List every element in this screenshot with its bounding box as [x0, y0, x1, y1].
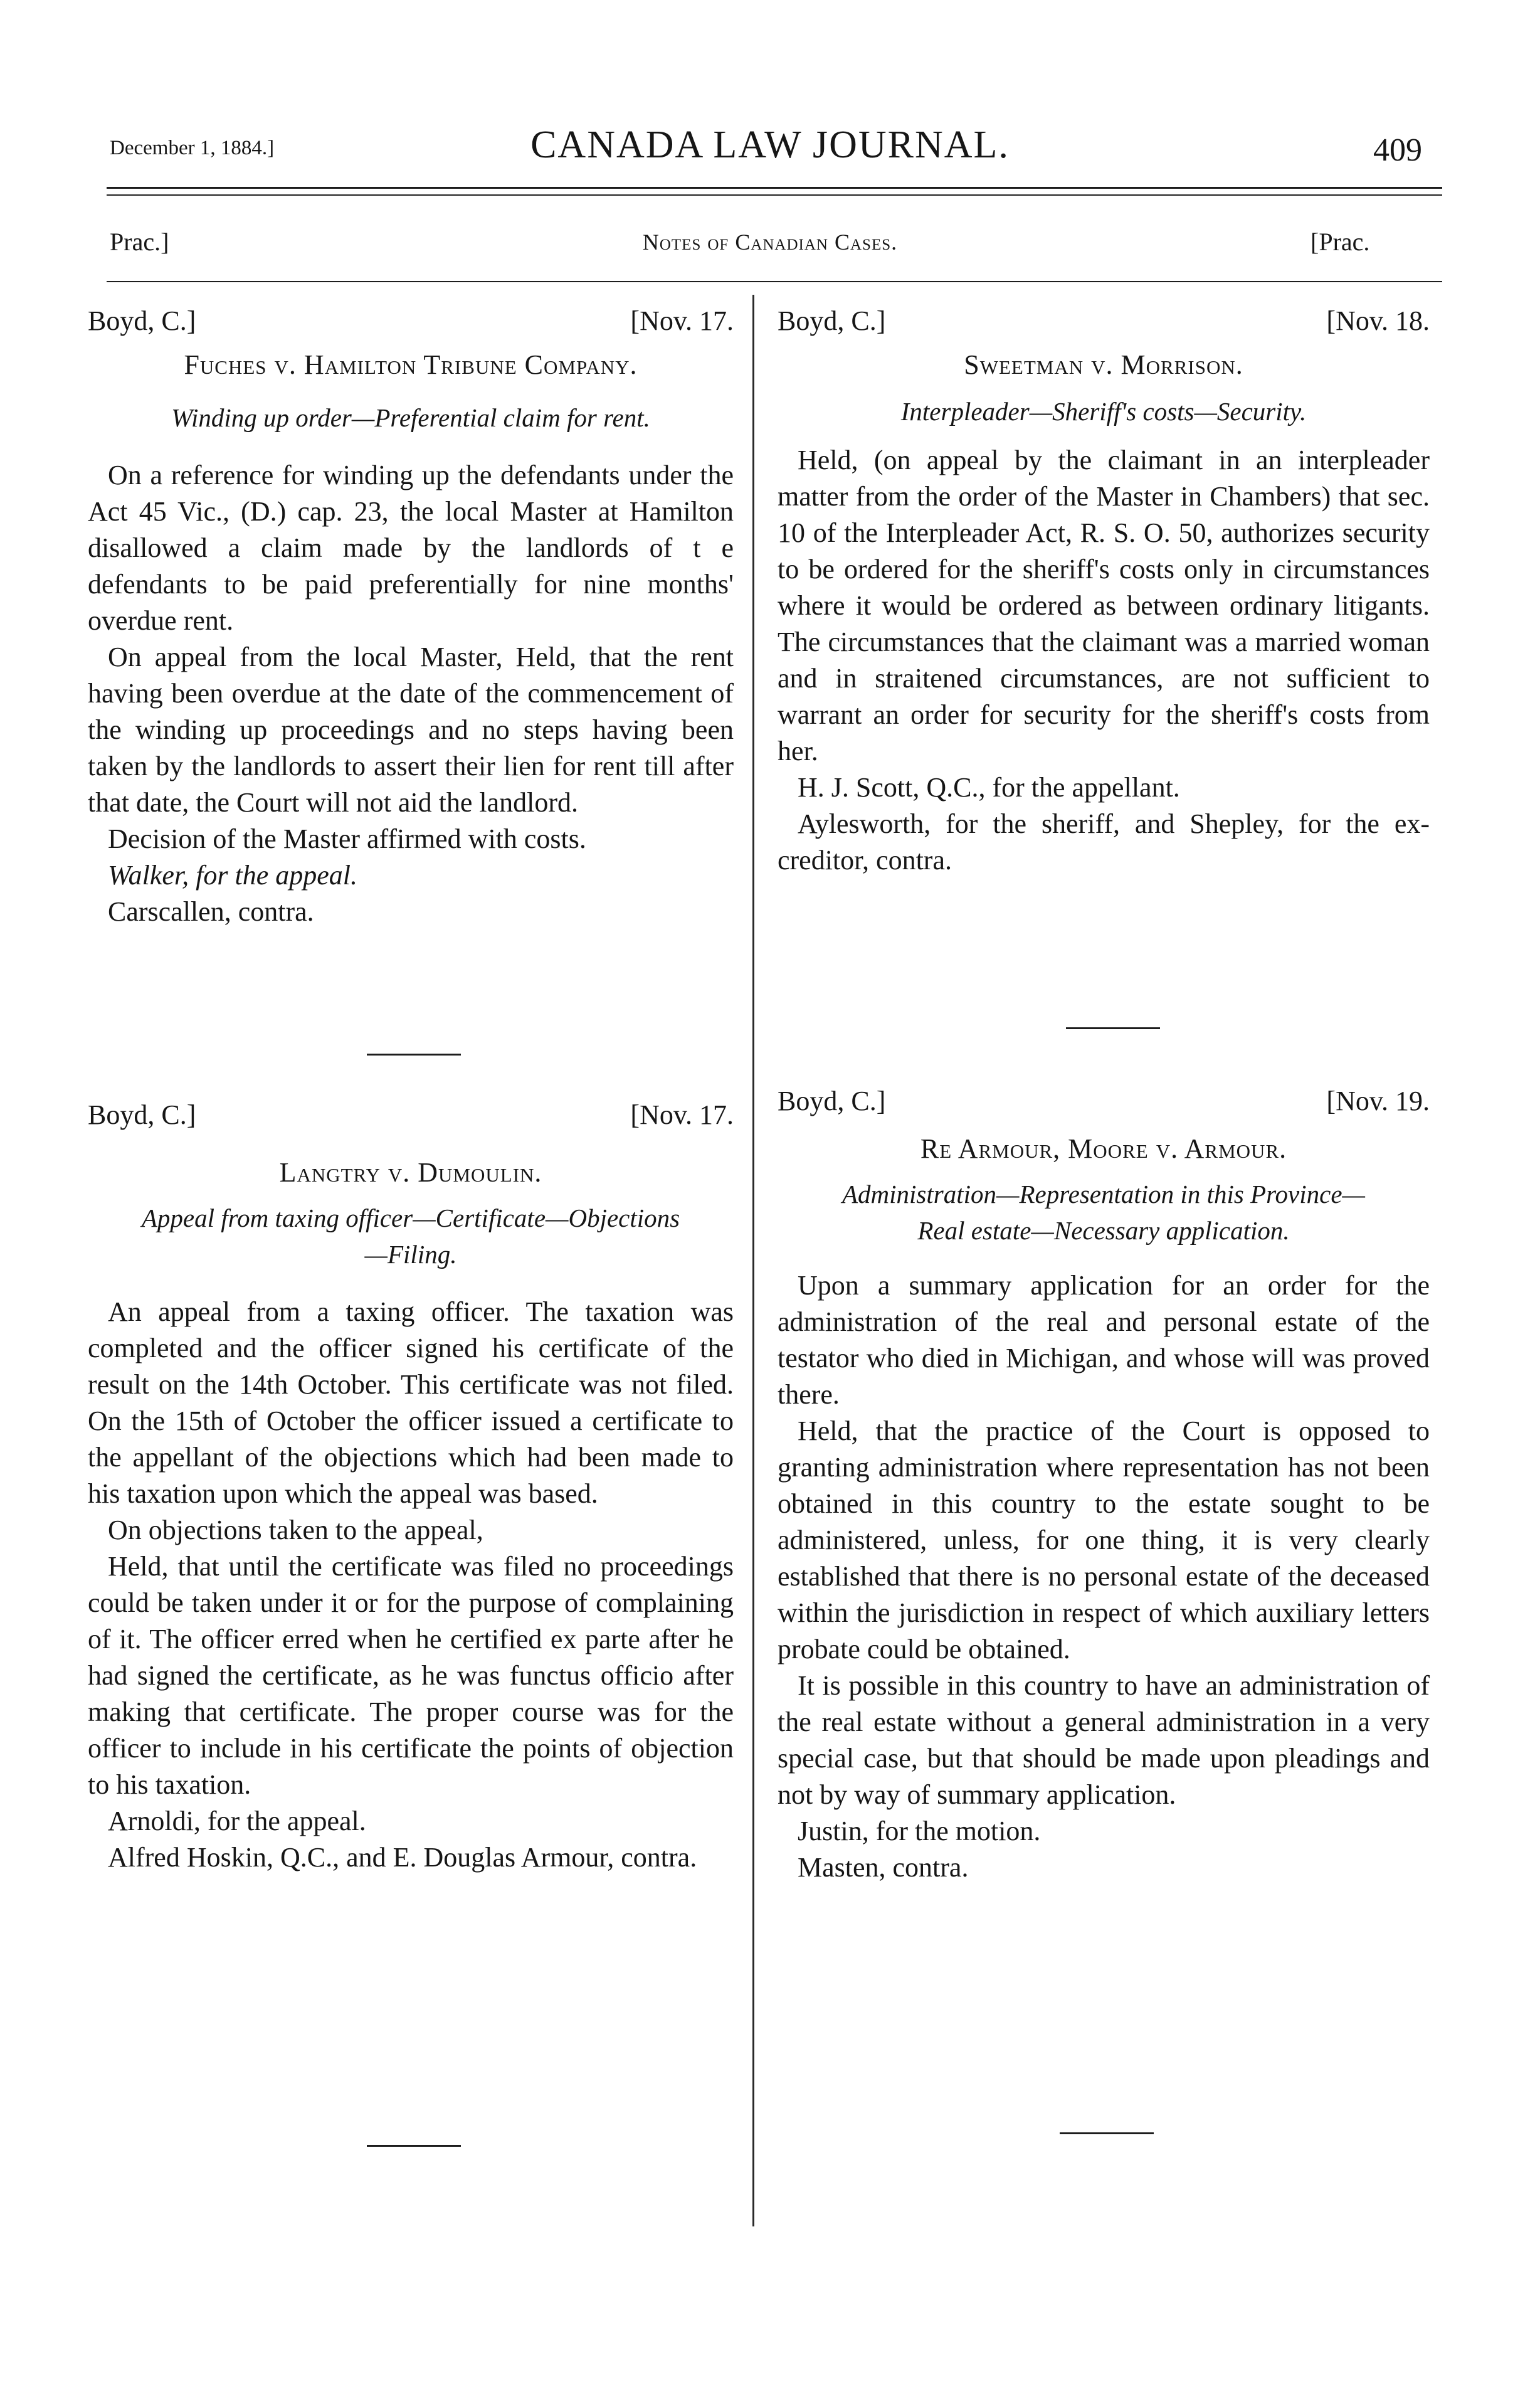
case-catchwords: Interpleader—Sheriff's costs—Security. — [900, 397, 1307, 426]
case-paragraph: Held, that the practice of the Court is opposed to granting administration where representation has not been obtained in this country to the estate sought to be administered, unless, for one thing, it is very clearly established that there is no personal estate of the deceased within the jurisdiction in respect of which auxiliary letters probate could be obtained. — [778, 1416, 1430, 1664]
case-catchwords — [88, 1200, 734, 1273]
counsel-line: Masten, contra. — [798, 1852, 969, 1883]
case-heading — [778, 305, 1430, 344]
case-paragraph: On objections taken to the appeal, — [108, 1515, 483, 1545]
case-armour — [778, 1085, 1430, 1886]
case-date: [Nov. 19. — [1326, 1086, 1430, 1116]
section-title: Notes of Canadian Cases. — [642, 230, 898, 255]
case-langtry — [88, 1099, 734, 1876]
case-paragraph: An appeal from a taxing officer. The taxation was completed and the officer signed his certificate of the result on the 14th October. This certificate was not filed. On the 15th of October the officer issued a certificate to the appellant of the objections which had been made to his taxation upon which the appeal was based. — [88, 1296, 734, 1509]
case-title: Sweetman v. Morrison. — [964, 349, 1243, 380]
header-date: December 1, 1884.] — [110, 137, 275, 159]
header-rule-top — [107, 187, 1442, 189]
section-label-left: Prac.] — [110, 228, 169, 256]
page-number: 409 — [1373, 132, 1422, 168]
case-judge: Boyd, C.] — [778, 1086, 886, 1116]
case-heading — [88, 305, 734, 344]
catchwords-line: Administration—Representation in this Province— — [842, 1180, 1365, 1209]
case-date: [Nov. 17. — [630, 1099, 734, 1130]
catchwords-line: —Filing. — [364, 1240, 457, 1269]
counsel-line: Walker, for the appeal. — [108, 860, 357, 891]
case-paragraph: Upon a summary application for an order for the administration of the real and personal estate of the testator who died in Michigan, and whose will was proved there. — [778, 1270, 1430, 1410]
case-judge: Boyd, C.] — [88, 305, 196, 336]
case-separator — [367, 1054, 461, 1056]
case-title: Langtry v. Dumoulin. — [279, 1157, 542, 1188]
catchwords-line: Real estate—Necessary application. — [917, 1216, 1290, 1245]
case-catchwords — [778, 1176, 1430, 1249]
section-label-right: [Prac. — [1311, 228, 1370, 256]
case-catchwords: Winding up order—Preferential claim for rent. — [171, 403, 650, 432]
case-date: [Nov. 17. — [630, 305, 734, 336]
case-judge: Boyd, C.] — [778, 305, 886, 336]
case-paragraph: On appeal from the local Master, Held, that the rent having been overdue at the date of the commencement of the winding up proceedings and no steps having been taken by the landlords to assert their lien for rent till after that date, the Court will not aid the landlord. — [88, 642, 734, 818]
case-separator — [1066, 1027, 1160, 1029]
journal-title: CANADA LAW JOURNAL. — [530, 124, 1010, 166]
subheader-rule — [107, 281, 1442, 282]
column-divider — [752, 295, 754, 2226]
catchwords-line: Appeal from taxing officer—Certificate—Objections — [141, 1204, 680, 1232]
case-paragraph: Decision of the Master affirmed with costs. — [108, 823, 586, 854]
case-sweetman — [778, 305, 1430, 879]
case-fuches — [88, 305, 734, 930]
case-judge: Boyd, C.] — [88, 1099, 196, 1130]
counsel-line: Arnoldi, for the appeal. — [108, 1806, 366, 1836]
header-rule-bottom — [107, 194, 1442, 196]
case-heading — [778, 1085, 1430, 1124]
case-paragraph: Held, that until the certificate was filed no proceedings could be taken under it or for the purpose of complaining of it. The officer erred when he certified ex parte after he had signed the certificate, as he was functus officio after making that certificate. The proper course was for the officer to include in his certificate the points of objection to his taxation. — [88, 1551, 734, 1800]
case-paragraph: Held, (on appeal by the claimant in an interpleader matter from the order of the Master in Chambers) that sec. 10 of the Interpleader Act, R. S. O. 50, authorizes security to be ordered for the sheriff's costs only in circumstances where it would be ordered as between ordinary litigants. The circumstances that the claimant was a married woman and in straitened circumstances, are not sufficient to warrant an order for security for the sheriff's costs from her. — [778, 445, 1430, 766]
case-title: Fuches v. Hamilton Tribune Company. — [184, 349, 638, 380]
case-heading — [88, 1099, 734, 1138]
case-separator — [367, 2145, 461, 2147]
counsel-line: Justin, for the motion. — [798, 1816, 1041, 1846]
counsel-line: Aylesworth, for the sheriff, and Shepley, for the ex-creditor, contra. — [778, 808, 1430, 876]
case-title: Re Armour, Moore v. Armour. — [920, 1133, 1287, 1164]
case-separator — [1060, 2132, 1154, 2134]
case-paragraph: On a reference for winding up the defendants under the Act 45 Vic., (D.) cap. 23, the local Master at Hamilton disallowed a claim made by the landlords of t e defendants to be paid preferentially for nine months' overdue rent. — [88, 460, 734, 636]
case-date: [Nov. 18. — [1326, 305, 1430, 336]
counsel-line: H. J. Scott, Q.C., for the appellant. — [798, 772, 1180, 803]
counsel-line: Carscallen, contra. — [108, 896, 314, 927]
case-paragraph: It is possible in this country to have an administration of the real estate without a general administration in a very special case, but that should be made upon pleadings and not by way of summary application. — [778, 1670, 1430, 1810]
counsel-line: Alfred Hoskin, Q.C., and E. Douglas Armour, contra. — [108, 1842, 697, 1873]
